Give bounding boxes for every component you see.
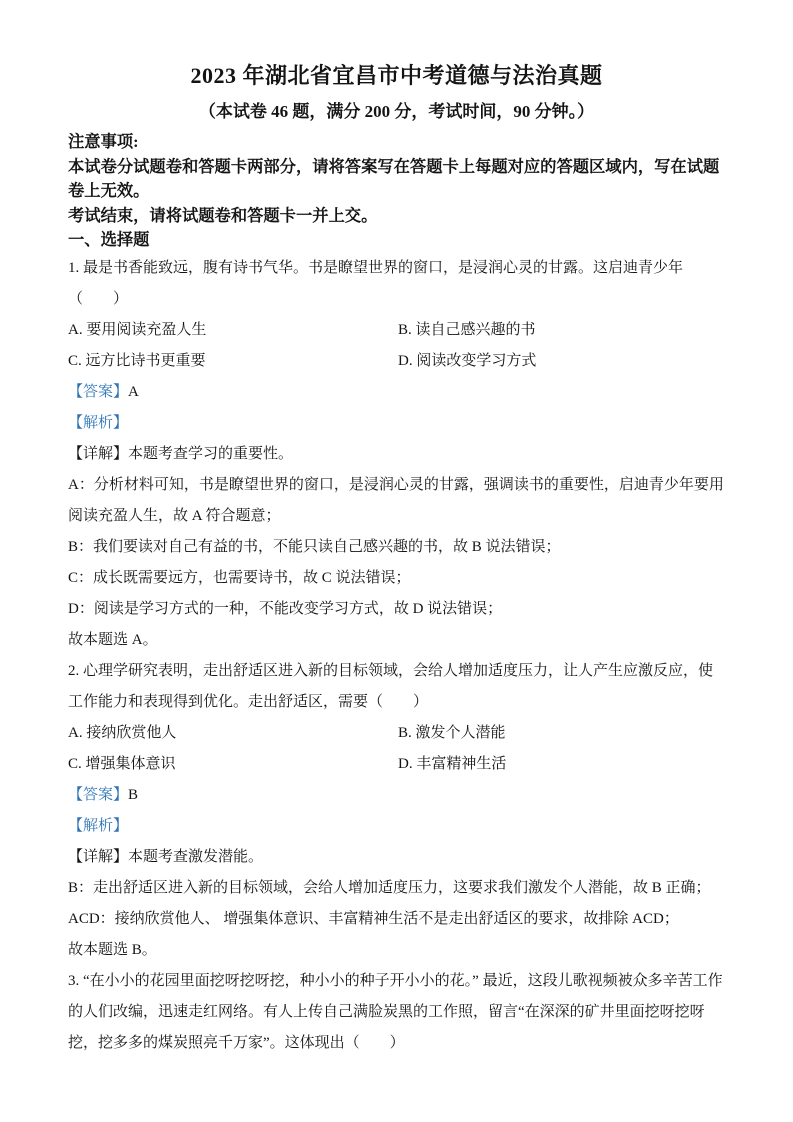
option-c: C. 远方比诗书更重要 [68, 352, 206, 369]
option-b: B. 激发个人潜能 [398, 724, 506, 741]
explanation-paragraph: 【详解】本题考查学习的重要性。 [68, 445, 294, 462]
notice-block [68, 130, 725, 253]
question-stem: 1. 最是书香能致远，腹有诗书气华。书是瞭望世界的窗口，是浸润心灵的甘露。这启迪青少年（ ） [68, 259, 684, 307]
explanation-paragraph: B：我们要读对自己有益的书，不能只读自己感兴趣的书，故 B 说法错误； [68, 538, 561, 555]
option-d: D. 阅读改变学习方式 [398, 352, 537, 369]
explanation-paragraph: D：阅读是学习方式的一种，不能改变学习方式，故 D 说法错误； [68, 600, 503, 617]
option-a: A. 要用阅读充盈人生 [68, 321, 207, 338]
option-c: C. 增强集体意识 [68, 755, 176, 772]
analysis-label: 【解析】 [68, 414, 129, 431]
analysis-label: 【解析】 [68, 817, 129, 834]
page-title: 2023 年湖北省宜昌市中考道德与法治真题 [190, 63, 603, 88]
questions-area [68, 253, 725, 1059]
exam-info: （本试卷 46 题，满分 200 分，考试时间，90 分钟。） [198, 102, 595, 121]
answer-value: B [128, 786, 139, 803]
analysis-line [68, 811, 725, 842]
option-d: D. 丰富精神生活 [398, 755, 507, 772]
notice-text-2: 考试结束，请将试题卷和答题卡一并上交。 [68, 205, 378, 225]
analysis-line [68, 408, 725, 439]
question-block-3 [68, 966, 725, 1059]
explanation-paragraph: 【详解】本题考查激发潜能。 [68, 848, 264, 865]
explanation-paragraph: A：分析材料可知，书是瞭望世界的窗口，是浸润心灵的甘露，强调读书的重要性，启迪青少年要用阅读充盈人生，故 A 符合题意； [68, 476, 724, 524]
answer-label: 【答案】 [68, 786, 129, 803]
explanation-paragraph: C：成长既需要远方，也需要诗书，故 C 说法错误； [68, 569, 411, 586]
notice-text-1: 本试卷分试题卷和答题卡两部分，请将答案写在答题卡上每题对应的答题区域内，写在试题卷上无效。 [68, 156, 720, 200]
option-row [68, 749, 725, 780]
option-a: A. 接纳欣赏他人 [68, 724, 177, 741]
question-block-2 [68, 656, 725, 966]
explanation-paragraph: B：走出舒适区进入新的目标领域，会给人增加适度压力，这要求我们激发个人潜能，故 B 正确； [68, 879, 711, 896]
question-block-1 [68, 253, 725, 656]
answer-line [68, 377, 725, 408]
notice-heading: 注意事项: [68, 132, 139, 151]
explanation-paragraph: 故本题选 A。 [68, 631, 158, 648]
section-heading: 一、选择题 [68, 230, 150, 249]
question-stem: 2. 心理学研究表明，走出舒适区进入新的目标领域，会给人增加适度压力，让人产生应激反应，使工作能力和表现得到优化。走出舒适区，需要（ ） [68, 662, 714, 710]
option-b: B. 读自己感兴趣的书 [398, 321, 536, 338]
option-row [68, 346, 725, 377]
option-row [68, 315, 725, 346]
option-row [68, 718, 725, 749]
explanation-paragraph: 故本题选 B。 [68, 941, 157, 958]
answer-label: 【答案】 [68, 383, 129, 400]
explanation-paragraph: ACD：接纳欣赏他人、 增强集体意识、丰富精神生活不是走出舒适区的要求，故排除 ACD； [68, 910, 679, 927]
question-stem: 3. “在小小的花园里面挖呀挖呀挖，种小小的种子开小小的花。” 最近，这段儿歌视频被众多辛苦工作的人们改编，迅速走红网络。有人上传自己满脸炭黑的工作照，留言“在深深的矿井里面挖呀挖呀挖，挖多多的煤炭照亮千万家”。这体现出（ ） [68, 972, 723, 1051]
answer-line [68, 780, 725, 811]
answer-value: A [128, 383, 139, 400]
